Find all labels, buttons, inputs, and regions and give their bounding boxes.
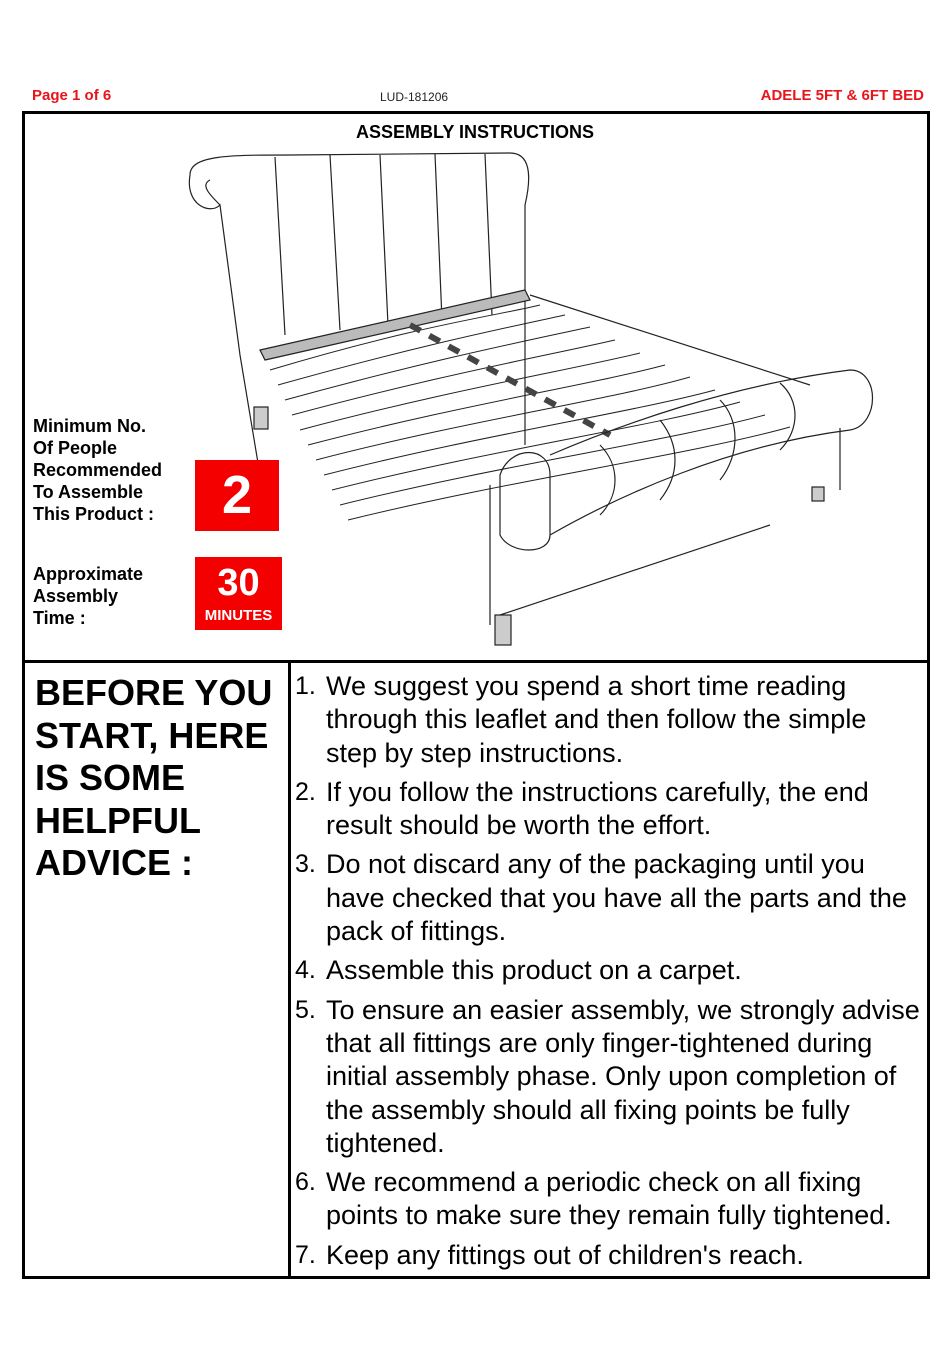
list-item xyxy=(295,994,920,1160)
page-number: Page 1 of 6 xyxy=(32,87,112,104)
heading-line: START, HERE xyxy=(35,714,269,756)
label-line: Minimum No. xyxy=(33,416,146,436)
time-badge xyxy=(195,557,282,630)
heading-line: ADVICE : xyxy=(35,842,194,883)
item-number: 3. xyxy=(295,850,316,879)
people-count-badge: 2 xyxy=(195,460,279,531)
divider xyxy=(22,660,930,663)
heading-line: IS SOME xyxy=(35,757,186,798)
item-number: 7. xyxy=(295,1240,316,1269)
label-line: Assembly xyxy=(33,586,119,606)
time-label xyxy=(33,563,143,629)
divider xyxy=(288,660,291,1276)
list-item xyxy=(295,1239,920,1272)
item-text: Keep any fittings out of children's reach. xyxy=(326,1239,804,1270)
advice-heading xyxy=(35,672,285,885)
item-text: If you follow the instructions carefully, the end result should be worth the effort. xyxy=(326,776,869,841)
list-item xyxy=(295,848,920,948)
heading-line: HELPFUL xyxy=(35,799,201,841)
label-line: Of People xyxy=(33,438,118,458)
item-text: Assemble this product on a carpet. xyxy=(326,955,742,986)
list-item xyxy=(295,1166,920,1233)
item-text: We recommend a periodic check on all fixing points to make sure they remain fully tightened. xyxy=(326,1167,892,1231)
list-item xyxy=(295,954,920,987)
label-line: Time : xyxy=(33,608,86,628)
item-text: To ensure an easier assembly, we strongly advise that all fittings are only finger-tightened during initial assembly phase. Only upon completion of the assembly should all fixing points be fully tightened. xyxy=(326,994,920,1158)
people-label xyxy=(33,415,162,525)
item-text: Do not discard any of the packaging until you have checked that you have all the parts and the pack of fittings. xyxy=(326,849,907,947)
item-text: We suggest you spend a short time reading through this leaflet and then follow the simple step by step instructions. xyxy=(326,671,867,768)
heading-line: BEFORE YOU xyxy=(35,672,273,713)
advice-list xyxy=(295,670,920,1278)
time-unit: MINUTES xyxy=(204,607,273,624)
item-number: 1. xyxy=(295,672,316,700)
item-number: 6. xyxy=(295,1168,316,1197)
time-value: 30 xyxy=(217,562,260,604)
label-line: To Assemble xyxy=(33,482,144,502)
list-item xyxy=(295,776,920,843)
item-number: 2. xyxy=(295,777,316,806)
label-line: Recommended xyxy=(33,460,163,480)
page-title: ASSEMBLY INSTRUCTIONS xyxy=(355,122,595,142)
item-number: 4. xyxy=(295,956,316,985)
list-item xyxy=(295,670,920,770)
document-code: LUD-181206 xyxy=(380,90,449,104)
item-number: 5. xyxy=(295,995,316,1024)
label-line: Approximate xyxy=(33,564,144,584)
product-name: ADELE 5FT & 6FT BED xyxy=(760,87,924,104)
label-line: This Product : xyxy=(33,504,154,524)
